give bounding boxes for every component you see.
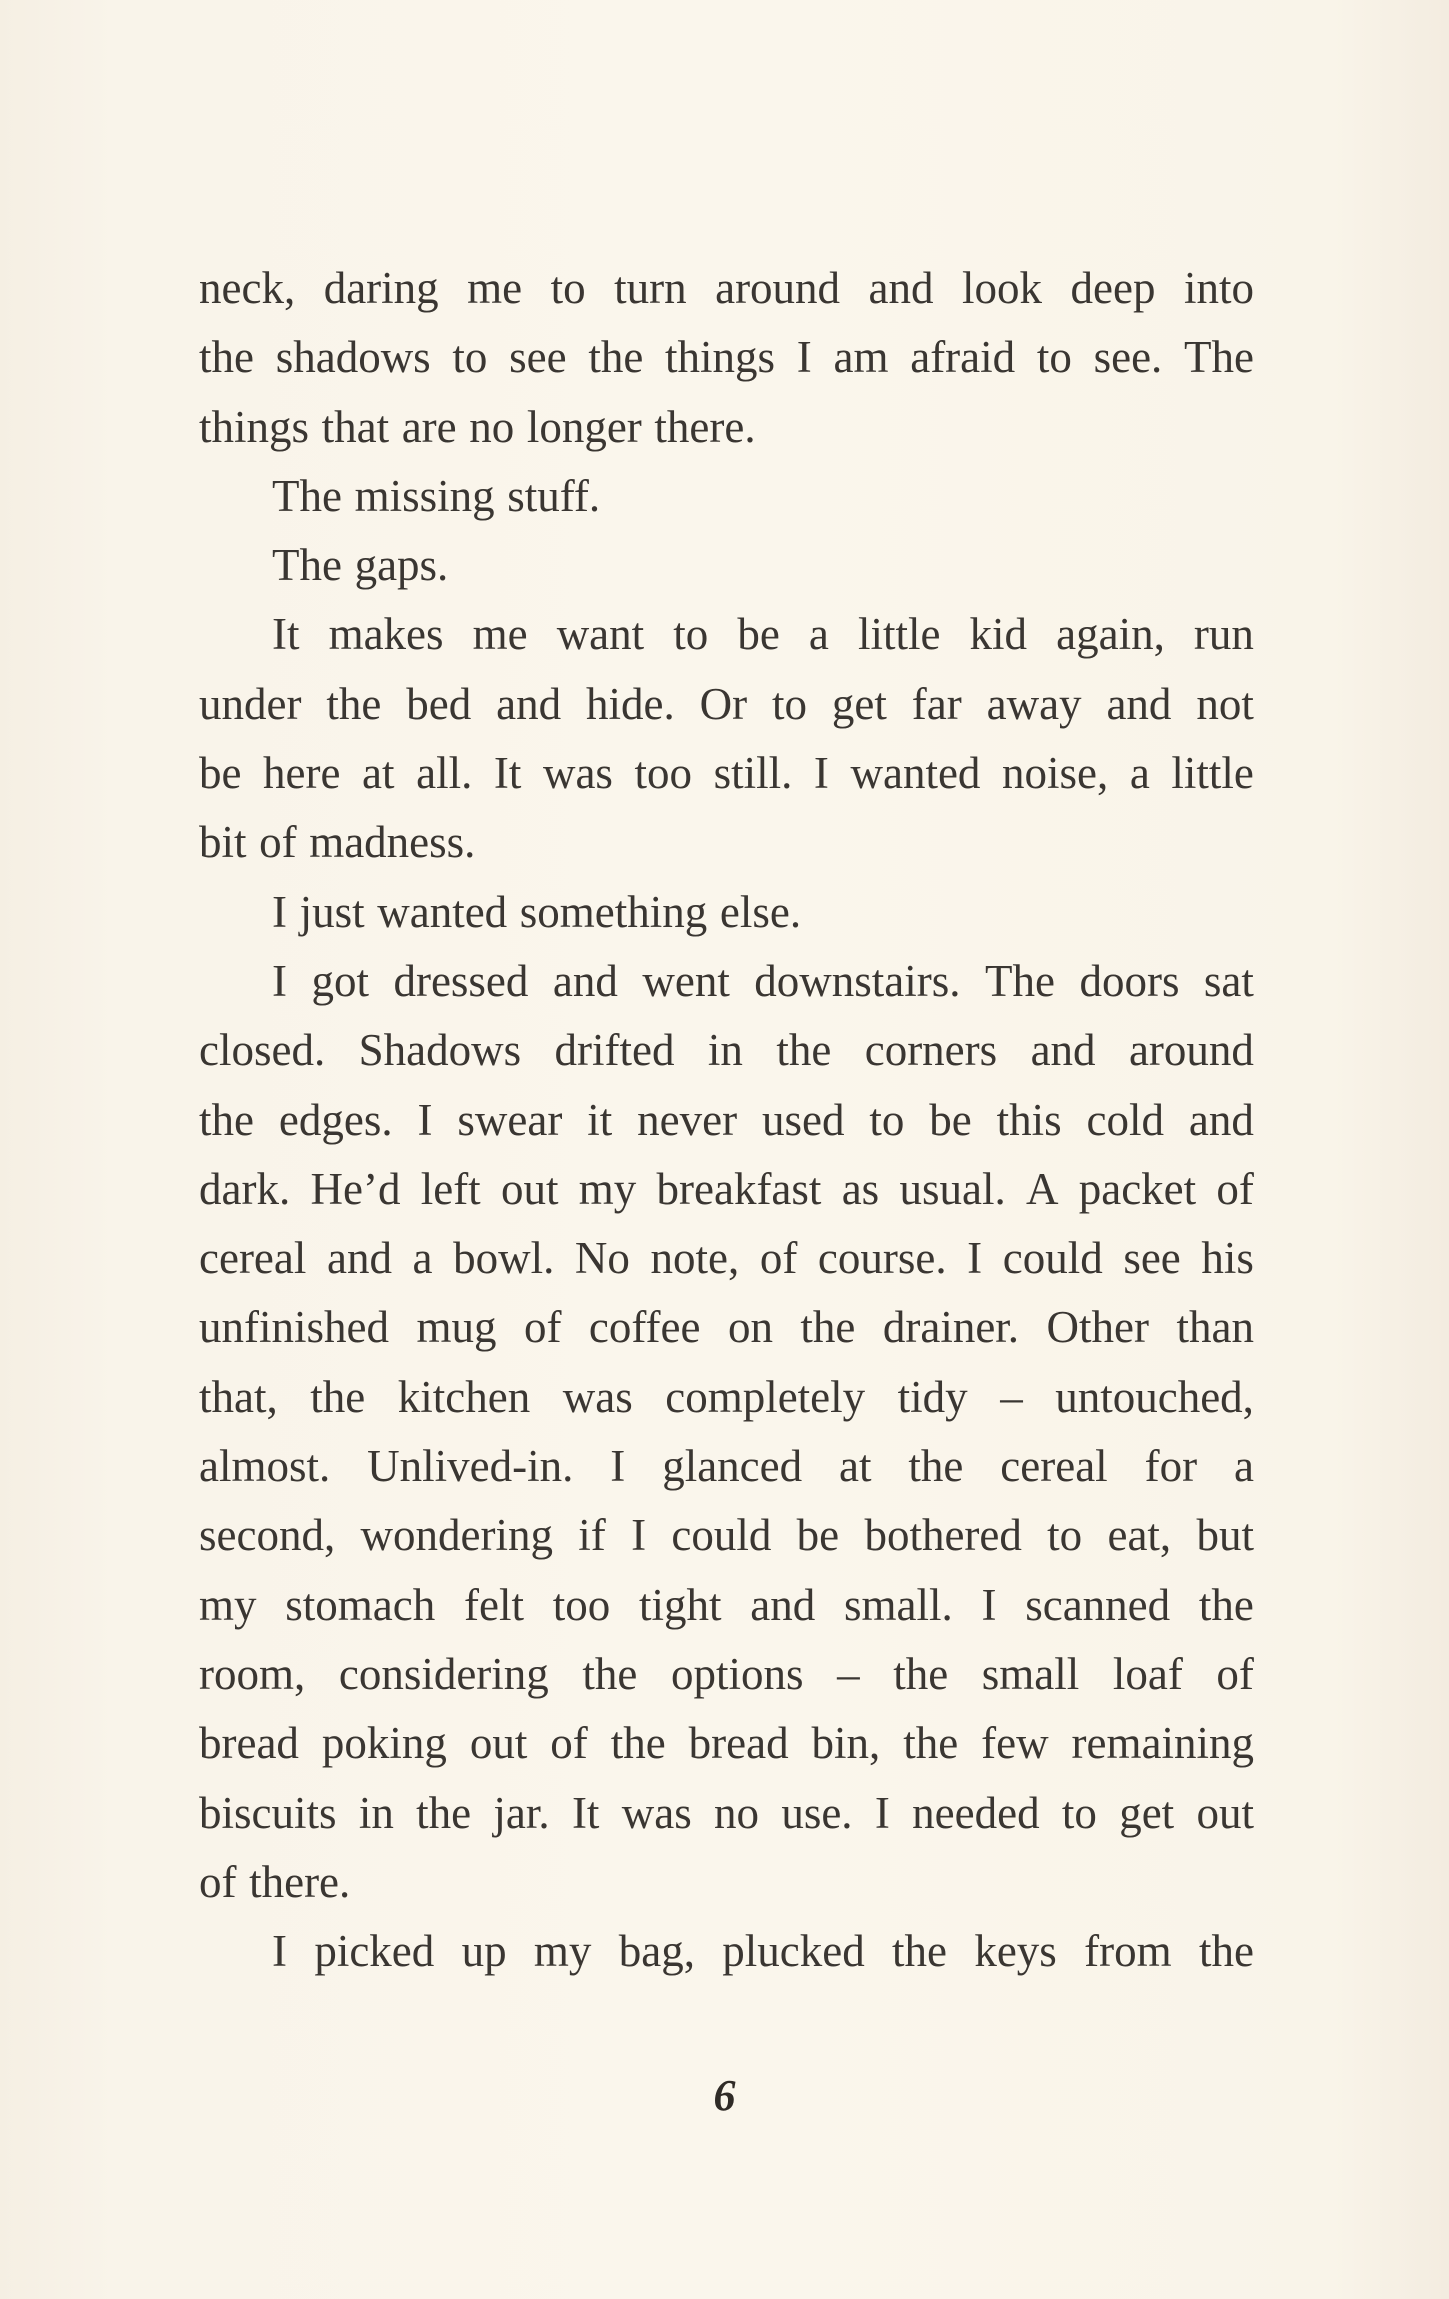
word: The: [1184, 332, 1254, 383]
word: to: [550, 263, 586, 313]
word: kid: [969, 609, 1028, 660]
text-line: [199, 254, 1254, 323]
text-line: [199, 670, 1254, 739]
word: It: [493, 748, 522, 799]
word: cereal: [1000, 1441, 1108, 1492]
word: A: [1025, 1163, 1059, 1214]
word: the: [199, 1094, 254, 1145]
word: drainer.: [882, 1302, 1020, 1353]
word: was: [562, 1371, 633, 1422]
word: tight: [638, 1579, 722, 1630]
word: bin,: [811, 1718, 881, 1769]
word: and: [868, 263, 934, 313]
text-line: [199, 462, 1254, 531]
word: bread: [199, 1718, 299, 1769]
word: wondering: [360, 1510, 553, 1561]
word: gaps.: [354, 540, 449, 591]
word: and: [1030, 1025, 1096, 1076]
word: jar.: [493, 1787, 550, 1838]
word: and: [750, 1579, 816, 1630]
word: here: [263, 748, 341, 799]
word: remaining: [1071, 1718, 1254, 1769]
word: see: [1123, 1233, 1181, 1284]
word: of: [1216, 1648, 1254, 1699]
word: The: [272, 470, 342, 521]
word: bit: [199, 817, 247, 868]
word: needed: [912, 1787, 1040, 1838]
word: small: [981, 1648, 1080, 1699]
word: room,: [199, 1648, 306, 1699]
word: bothered: [864, 1510, 1022, 1561]
word: not: [1196, 678, 1254, 729]
word: the: [903, 1718, 959, 1769]
word: a: [1129, 748, 1150, 799]
word: course.: [817, 1233, 947, 1284]
text-line: [199, 1016, 1254, 1085]
word: bag,: [618, 1926, 695, 1977]
word: but: [1196, 1510, 1254, 1561]
word: eat,: [1107, 1510, 1172, 1561]
word: no: [469, 401, 515, 452]
word: the: [776, 1025, 832, 1076]
word: untouched,: [1055, 1371, 1254, 1422]
word: a: [1233, 1441, 1254, 1492]
word: breakfast: [656, 1163, 822, 1214]
word: as: [841, 1163, 880, 1214]
word: around: [715, 263, 841, 313]
word: loaf: [1112, 1648, 1183, 1699]
word: it: [587, 1094, 613, 1145]
word: the: [1198, 1579, 1254, 1630]
word: all.: [416, 748, 473, 799]
word: makes: [328, 609, 444, 660]
word: I: [874, 1787, 890, 1838]
word: far: [911, 678, 962, 729]
word: bowl.: [453, 1233, 555, 1284]
text-line: [199, 1709, 1254, 1778]
word: considering: [338, 1648, 549, 1699]
word: –: [1000, 1371, 1023, 1422]
word: my: [533, 1926, 592, 1977]
word: poking: [321, 1718, 447, 1769]
body-text: [199, 254, 1254, 1986]
word: missing: [354, 470, 495, 521]
text-line: [199, 1155, 1254, 1224]
word: there.: [249, 1856, 351, 1907]
word: got: [311, 955, 369, 1006]
word: longer: [526, 401, 642, 452]
word: was: [542, 748, 613, 799]
word: options: [670, 1648, 804, 1699]
word: and: [1188, 1094, 1254, 1145]
word: the: [310, 1371, 366, 1422]
word: left: [420, 1163, 481, 1214]
text-line: [199, 1224, 1254, 1293]
word: keys: [974, 1926, 1057, 1977]
word: I: [610, 1441, 626, 1492]
word: little: [1171, 748, 1254, 799]
word: cold: [1086, 1094, 1165, 1145]
word: under: [199, 678, 302, 729]
word: hide.: [585, 678, 675, 729]
word: closed.: [199, 1025, 326, 1076]
word: see.: [1093, 332, 1163, 383]
word: my: [199, 1579, 257, 1630]
word: of: [550, 1718, 588, 1769]
word: It: [272, 609, 300, 660]
text-line: [199, 1293, 1254, 1362]
word: of: [523, 1302, 562, 1353]
word: that: [321, 401, 390, 452]
word: stomach: [285, 1579, 436, 1630]
word: cereal: [199, 1233, 307, 1284]
word: use.: [781, 1787, 853, 1838]
word: the: [800, 1302, 856, 1353]
word: on: [727, 1302, 773, 1353]
word: something: [519, 886, 708, 937]
word: still.: [713, 748, 793, 799]
word: kitchen: [397, 1371, 531, 1422]
word: could: [1002, 1233, 1103, 1284]
word: wanted: [377, 886, 508, 937]
word: that,: [199, 1371, 278, 1422]
word: a: [808, 609, 829, 660]
word: note,: [650, 1233, 740, 1284]
word: things: [199, 401, 310, 452]
word: I: [417, 1094, 433, 1145]
word: bed: [406, 678, 472, 729]
word: little: [857, 609, 941, 660]
word: the: [588, 332, 644, 383]
word: and: [1106, 678, 1172, 729]
word: I: [813, 748, 829, 799]
word: edges.: [278, 1094, 393, 1145]
word: in: [358, 1787, 394, 1838]
word: the: [1198, 1926, 1254, 1977]
word: completely: [665, 1371, 866, 1422]
word: no: [714, 1787, 760, 1838]
word: out: [469, 1718, 528, 1769]
word: swear: [457, 1094, 563, 1145]
text-line: [199, 1432, 1254, 1501]
word: to: [869, 1094, 905, 1145]
text-line: [199, 1086, 1254, 1155]
word: there.: [654, 401, 756, 452]
word: be: [929, 1094, 972, 1145]
word: shadows: [275, 332, 431, 383]
word: for: [1144, 1441, 1198, 1492]
word: around: [1128, 1025, 1254, 1076]
word: used: [761, 1094, 845, 1145]
text-line: [199, 1571, 1254, 1640]
word: drifted: [554, 1025, 675, 1076]
word: out: [1196, 1787, 1254, 1838]
word: wanted: [850, 748, 981, 799]
word: of: [199, 1856, 237, 1907]
word: the: [893, 1648, 949, 1699]
word: too: [552, 1579, 611, 1630]
word: tidy: [897, 1371, 968, 1422]
word: the: [610, 1718, 666, 1769]
word: Or: [699, 678, 748, 729]
word: just: [299, 886, 365, 937]
word: could: [671, 1510, 772, 1561]
word: biscuits: [199, 1787, 337, 1838]
word: few: [981, 1718, 1049, 1769]
word: the: [199, 332, 254, 383]
word: am: [833, 332, 889, 383]
word: Other: [1046, 1302, 1149, 1353]
word: of: [759, 1233, 798, 1284]
text-line: [199, 323, 1254, 392]
word: neck,: [199, 263, 296, 313]
word: downstairs.: [754, 955, 961, 1006]
word: to: [771, 678, 807, 729]
word: too: [634, 748, 693, 799]
word: madness.: [309, 817, 476, 868]
word: get: [831, 678, 887, 729]
word: my: [578, 1163, 637, 1214]
text-line: [199, 878, 1254, 947]
page-number: 6: [713, 2071, 736, 2120]
word: mug: [416, 1302, 497, 1353]
word: if: [578, 1510, 606, 1561]
word: Unlived-in.: [367, 1441, 574, 1492]
word: daring: [323, 263, 439, 313]
word: I: [967, 1233, 983, 1284]
word: stuff.: [507, 470, 601, 521]
text-line: [199, 1848, 1254, 1917]
word: and: [496, 678, 562, 729]
word: almost.: [199, 1441, 331, 1492]
word: to: [1036, 332, 1072, 383]
word: be: [199, 748, 242, 799]
word: again,: [1056, 609, 1165, 660]
word: dressed: [393, 955, 529, 1006]
word: than: [1176, 1302, 1254, 1353]
word: and: [552, 955, 618, 1006]
word: I: [272, 886, 287, 937]
word: in: [707, 1025, 743, 1076]
word: into: [1183, 263, 1254, 313]
word: things: [665, 332, 776, 383]
word: at: [362, 748, 395, 799]
word: I: [272, 1926, 287, 1977]
text-line: [199, 393, 1254, 462]
word: plucked: [722, 1926, 865, 1977]
word: never: [637, 1094, 738, 1145]
word: the: [908, 1441, 964, 1492]
word: doors: [1079, 955, 1180, 1006]
word: see: [509, 332, 567, 383]
word: and: [326, 1233, 392, 1284]
text-line: [199, 1640, 1254, 1709]
word: The: [985, 955, 1055, 1006]
word: afraid: [910, 332, 1016, 383]
word: run: [1193, 609, 1254, 660]
word: deep: [1070, 263, 1156, 313]
word: from: [1084, 1926, 1172, 1977]
word: his: [1201, 1233, 1254, 1284]
word: The: [272, 540, 342, 591]
word: second,: [199, 1510, 336, 1561]
word: Shadows: [358, 1025, 522, 1076]
word: want: [556, 609, 645, 660]
text-line: [199, 1501, 1254, 1570]
word: else.: [719, 886, 802, 937]
word: picked: [314, 1926, 435, 1977]
word: are: [401, 401, 457, 452]
word: to: [452, 332, 488, 383]
text-line: [199, 1363, 1254, 1432]
text-line: [199, 808, 1254, 877]
word: felt: [463, 1579, 524, 1630]
word: to: [1047, 1510, 1083, 1561]
word: be: [737, 609, 780, 660]
word: small.: [843, 1579, 953, 1630]
word: at: [839, 1441, 872, 1492]
word: up: [461, 1926, 507, 1977]
word: glanced: [662, 1441, 803, 1492]
word: the: [582, 1648, 638, 1699]
word: packet: [1078, 1163, 1197, 1214]
text-line: [199, 947, 1254, 1016]
word: this: [996, 1094, 1062, 1145]
word: a: [412, 1233, 433, 1284]
word: It: [571, 1787, 600, 1838]
word: scanned: [1025, 1579, 1171, 1630]
word: noise,: [1002, 748, 1109, 799]
word: No: [574, 1233, 630, 1284]
text-line: [199, 1779, 1254, 1848]
word: was: [621, 1787, 692, 1838]
word: get: [1119, 1787, 1175, 1838]
word: the: [416, 1787, 472, 1838]
word: went: [642, 955, 730, 1006]
word: corners: [864, 1025, 998, 1076]
word: I: [796, 332, 812, 383]
word: me: [472, 609, 528, 660]
text-line: [199, 739, 1254, 808]
word: –: [837, 1648, 860, 1699]
word: to: [1061, 1787, 1097, 1838]
text-line: [199, 531, 1254, 600]
word: I: [981, 1579, 997, 1630]
word: unfinished: [199, 1302, 389, 1353]
word: me: [467, 263, 523, 313]
word: to: [673, 609, 709, 660]
word: usual.: [899, 1163, 1006, 1214]
word: of: [259, 817, 297, 868]
text-line: [199, 1917, 1254, 1986]
word: sat: [1203, 955, 1254, 1006]
word: away: [986, 678, 1082, 729]
word: of: [1216, 1163, 1254, 1214]
word: the: [892, 1926, 948, 1977]
text-line: [199, 600, 1254, 669]
word: look: [962, 263, 1043, 313]
word: coffee: [588, 1302, 701, 1353]
word: He’d: [310, 1163, 401, 1214]
word: I: [272, 955, 287, 1006]
word: be: [796, 1510, 840, 1561]
word: the: [326, 678, 382, 729]
word: turn: [614, 263, 687, 313]
word: I: [631, 1510, 647, 1561]
word: dark.: [199, 1163, 291, 1214]
word: out: [500, 1163, 559, 1214]
word: bread: [688, 1718, 789, 1769]
